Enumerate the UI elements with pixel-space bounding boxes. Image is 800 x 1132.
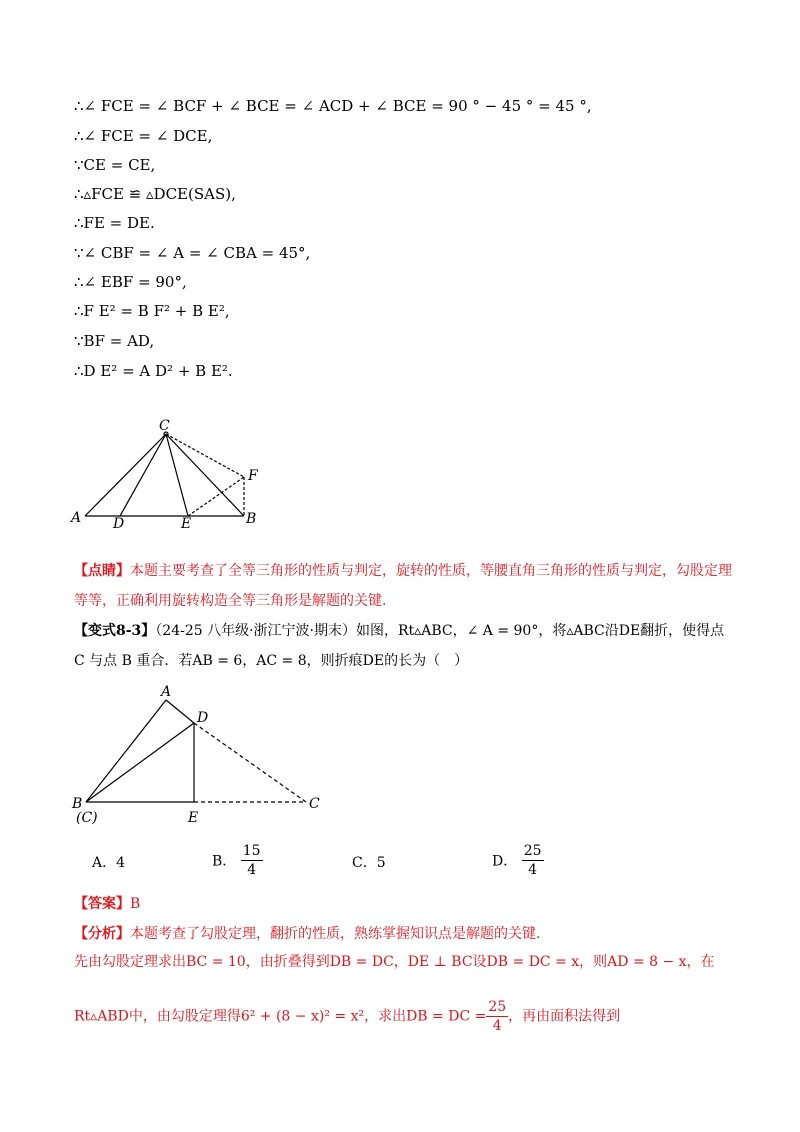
comment-text: 本题主要考查了全等三角形的性质与判定，旋转的性质，等腰直角三角形的性质与判定，勾股定理等等，正确利用旋转构造全等三角形是解题的关键.: [74, 563, 732, 609]
fig1-label-e: E: [181, 516, 192, 532]
proof-line-9: ∵BF = AD,: [74, 332, 155, 350]
fig1-label-f: F: [248, 468, 258, 484]
fig2-label-a: A: [161, 684, 172, 700]
option-b[interactable]: [212, 842, 263, 879]
comment-tag: 【点睛】: [74, 563, 130, 579]
option-c-letter: C．: [352, 855, 377, 871]
analysis-fraction-denominator: 4: [492, 1018, 502, 1034]
question-source: （24-25 八年级·浙江宁波·期末）: [155, 623, 357, 639]
proof-line-3: ∵CE = CE,: [74, 156, 156, 174]
fig1-label-d: D: [113, 516, 125, 532]
fig1-label-b: B: [246, 511, 257, 527]
analysis-tag: 【分析】: [74, 926, 130, 942]
analysis-fraction-numerator: 25: [488, 999, 507, 1015]
option-b-numerator: 15: [242, 843, 261, 859]
proof-line-7: ∴∠ EBF = 90°,: [74, 273, 187, 291]
proof-line-6: ∵∠ CBF = ∠ A = ∠ CBA = 45°,: [74, 244, 311, 262]
option-a-value: 4: [116, 855, 126, 871]
option-d[interactable]: [492, 842, 544, 879]
fig2-label-c: C: [309, 796, 320, 812]
analysis-line-1: 先由勾股定理求出BC = 10，由折叠得到DB = DC，DE ⊥ BC设DB = DC = x，则AD = 8 − x，在: [74, 954, 715, 970]
option-b-letter: B．: [212, 853, 237, 870]
fig2-label-d: D: [197, 710, 209, 726]
option-d-denominator: 4: [528, 862, 538, 878]
answer-value: B: [130, 896, 141, 912]
fig2-label-b: B: [72, 796, 83, 812]
proof-line-8: ∴F E² = B F² + B E²,: [74, 302, 230, 320]
option-a[interactable]: [92, 852, 125, 872]
analysis-intro: 本题考查了勾股定理，翻折的性质，熟练掌握知识点是解题的关键.: [130, 926, 541, 942]
geometry-figure-2: [66, 684, 336, 824]
comment-block: [74, 556, 734, 616]
proof-line-1: ∴∠ FCE = ∠ BCF + ∠ BCE = ∠ ACD + ∠ BCE = 90 ° − 45 ° = 45 °,: [74, 97, 592, 115]
fig2-label-e: E: [188, 810, 199, 824]
proof-line-4: ∴▵FCE ≌ ▵DCE(SAS),: [74, 185, 236, 203]
fig1-label-c: C: [159, 418, 170, 434]
analysis-heading: [74, 924, 540, 944]
option-d-fraction: [522, 842, 544, 879]
option-d-letter: D．: [492, 853, 518, 870]
option-d-numerator: 25: [523, 843, 542, 859]
question-text: 如图，Rt▵ABC，∠ A = 90°，将▵ABC沿DE翻折，使得点 C 与点 B 重合．若AB = 6，AC = 8，则折痕DE的长为（ ）: [74, 623, 725, 669]
question-block: [74, 616, 734, 676]
option-b-fraction: [241, 842, 263, 879]
option-a-letter: A．: [92, 855, 117, 871]
proof-line-2: ∴∠ FCE = ∠ DCE,: [74, 127, 213, 145]
analysis-line-2b: ，再由面积法得到: [508, 1008, 621, 1025]
proof-line-5: ∴FE = DE.: [74, 214, 155, 232]
geometry-figure-1: [60, 412, 280, 537]
option-c-value: 5: [376, 855, 386, 871]
fig1-label-a: A: [71, 510, 82, 526]
analysis-line-2: [74, 998, 620, 1035]
answer-tag: 【答案】: [74, 896, 130, 912]
option-c[interactable]: [352, 852, 386, 872]
analysis-fraction: [486, 998, 508, 1035]
fig2-label-bc: (C): [76, 810, 98, 824]
analysis-line-2a: Rt▵ABD中，由勾股定理得6² + (8 − x)² = x²，求出DB = DC =: [74, 1008, 487, 1025]
question-tag: 【变式8-3】: [74, 623, 156, 639]
answer-block: [74, 894, 140, 914]
proof-line-10: ∴D E² = A D² + B E².: [74, 362, 233, 380]
option-b-denominator: 4: [247, 862, 257, 878]
